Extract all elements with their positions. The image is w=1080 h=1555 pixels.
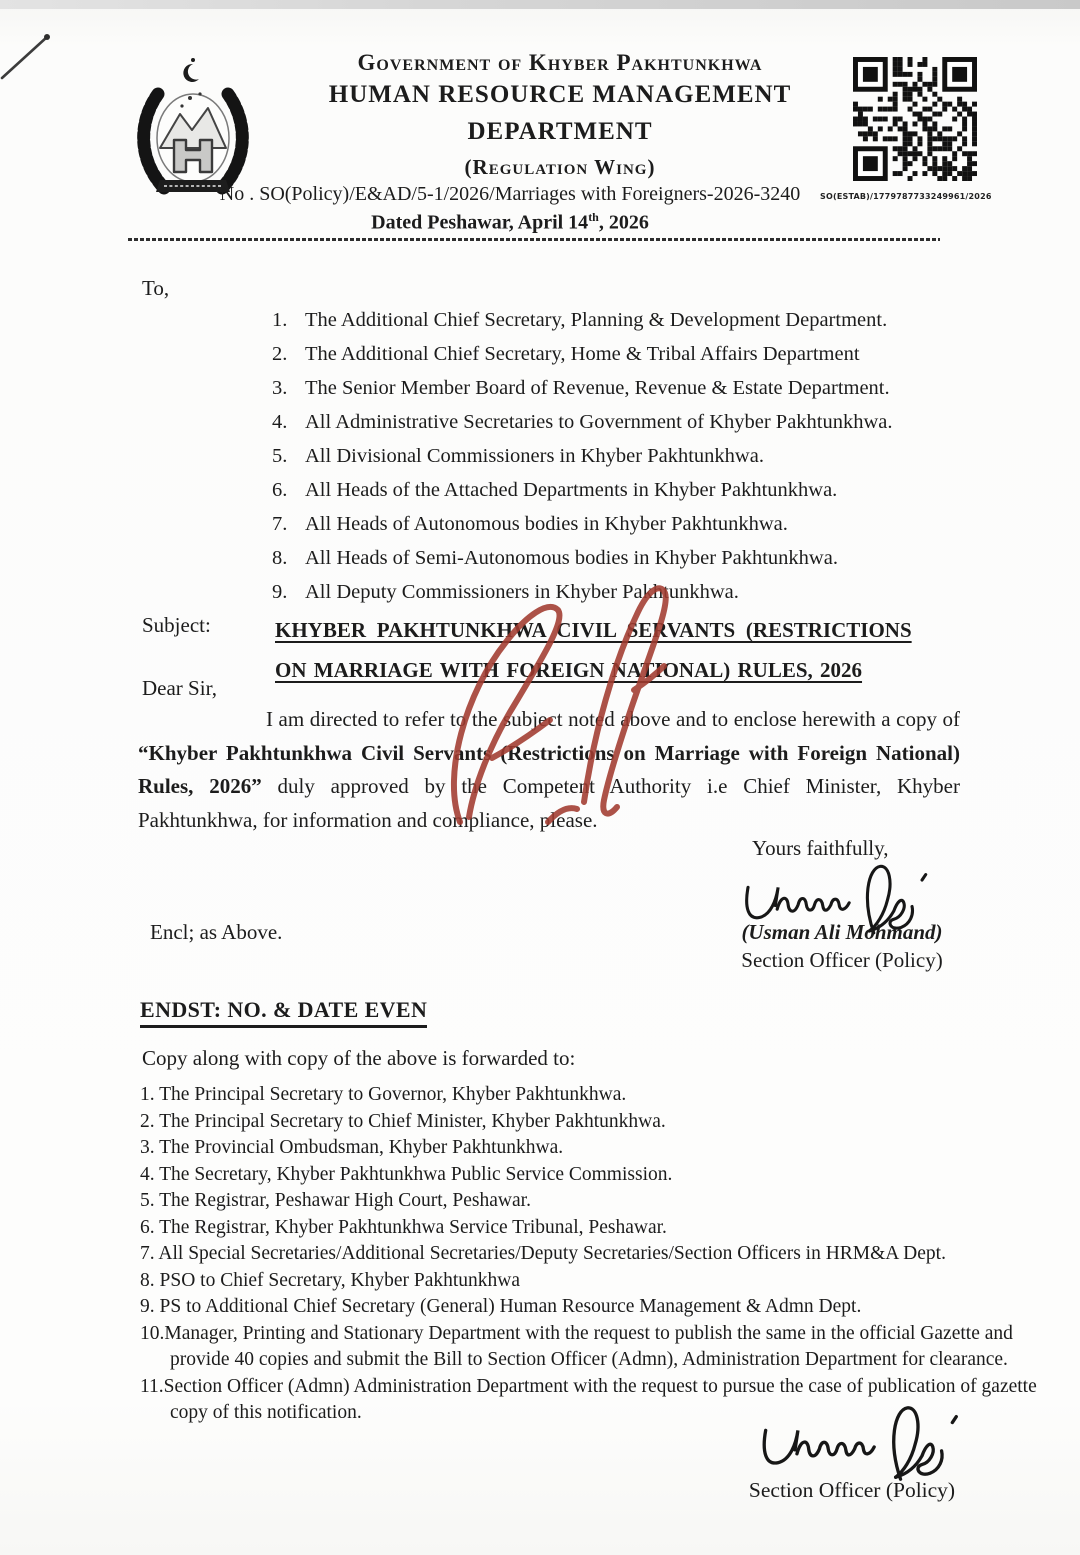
copy-item: 10.Manager, Printing and Stationary Department with the request to publish the same in the official Gazette and provide 40 copies and submit the Bill to Section Officer (Admn), Administration Department for clearance. bbox=[140, 1322, 1013, 1370]
addressee-item bbox=[272, 405, 972, 439]
addressee-number: 3. bbox=[272, 377, 288, 399]
copy-item: 6. The Registrar, Khyber Pakhtunkhwa Service Tribunal, Peshawar. bbox=[140, 1216, 667, 1238]
date-line: Dated Peshawar, April 14th, 2026 bbox=[371, 210, 649, 234]
qr-code-icon bbox=[853, 57, 977, 181]
gov-title: Government of Khyber Pakhtunkhwa bbox=[357, 50, 763, 75]
addressee-item bbox=[272, 541, 972, 575]
dept-title-line2: DEPARTMENT bbox=[467, 118, 653, 145]
wing-title: (Regulation Wing) bbox=[464, 155, 656, 179]
salutation: Dear Sir, bbox=[142, 676, 217, 700]
addressee-number: 6. bbox=[272, 479, 288, 501]
forward-line: Copy along with copy of the above is forwarded to: bbox=[142, 1046, 576, 1070]
addressee-text: All Divisional Commissioners in Khyber Pakhtunkhwa. bbox=[305, 445, 764, 467]
copy-item: 11.Section Officer (Admn) Administration Department with the request to pursue the case of publication of gazette copy of this notification. bbox=[140, 1375, 1037, 1423]
to-label: To, bbox=[142, 276, 170, 300]
dotted-divider bbox=[128, 238, 940, 241]
copy-item: 2. The Principal Secretary to Chief Minister, Khyber Pakhtunkhwa. bbox=[140, 1110, 666, 1132]
signature-usman-ali-bottom bbox=[752, 1400, 967, 1490]
subject-text: KHYBER PAKHTUNKHWA CIVIL SERVANTS (RESTRICTIONS ON MARRIAGE WITH FOREIGN NATIONAL) RULES, 2026 bbox=[275, 618, 912, 682]
subject-label: Subject: bbox=[142, 613, 211, 637]
addressee-number: 8. bbox=[272, 547, 288, 569]
addressee-item bbox=[272, 473, 972, 507]
addressee-item bbox=[272, 439, 972, 473]
addressee-number: 5. bbox=[272, 445, 288, 467]
addressee-item bbox=[272, 507, 972, 541]
addressee-item bbox=[272, 371, 972, 405]
addressee-number: 9. bbox=[272, 581, 288, 603]
addressee-item bbox=[272, 575, 972, 609]
addressee-number: 7. bbox=[272, 513, 288, 535]
addressee-number: 4. bbox=[272, 411, 288, 433]
copy-item: 4. The Secretary, Khyber Pakhtunkhwa Public Service Commission. bbox=[140, 1163, 673, 1185]
addressee-item bbox=[272, 337, 972, 371]
signer-title: Section Officer (Policy) bbox=[741, 948, 943, 972]
addressee-text: All Heads of the Attached Departments in Khyber Pakhtunkhwa. bbox=[305, 479, 838, 501]
copy-item: 5. The Registrar, Peshawar High Court, Peshawar. bbox=[140, 1190, 531, 1211]
valediction: Yours faithfully, bbox=[752, 836, 889, 860]
addressee-item bbox=[272, 303, 972, 337]
copy-item: 9. PS to Additional Chief Secretary (General) Human Resource Management & Admn Dept. bbox=[140, 1296, 862, 1317]
scan-edge-artifact bbox=[0, 0, 1080, 9]
addressee-text: The Additional Chief Secretary, Planning & Development Department. bbox=[305, 309, 888, 331]
addressee-text: All Deputy Commissioners in Khyber Pakhtunkhwa. bbox=[305, 581, 739, 603]
addressee-text: The Additional Chief Secretary, Home & Tribal Affairs Department bbox=[305, 343, 860, 365]
copy-item: 7. All Special Secretaries/Additional Secretaries/Deputy Secretaries/Section Officers in HRM&A Dept. bbox=[140, 1243, 946, 1264]
dept-title-line1: HUMAN RESOURCE MANAGEMENT bbox=[328, 81, 792, 108]
copy-item: 8. PSO to Chief Secretary, Khyber Pakhtunkhwa bbox=[140, 1269, 521, 1291]
addressee-text: The Senior Member Board of Revenue, Revenue & Estate Department. bbox=[305, 377, 890, 399]
addressee-number: 1. bbox=[272, 309, 288, 331]
qr-caption: SO(ESTAB)/1779787733249961/2026 bbox=[820, 192, 992, 201]
pen-mark bbox=[0, 28, 62, 84]
signer-name: (Usman Ali Mohmand) bbox=[741, 920, 943, 944]
reference-number: No . SO(Policy)/E&AD/5-1/2026/Marriages with Foreigners-2026-3240 bbox=[219, 183, 801, 205]
endst-heading: ENDST: NO. & DATE EVEN bbox=[140, 997, 427, 1028]
addressee-text: All Heads of Autonomous bodies in Khyber Pakhtunkhwa. bbox=[305, 513, 788, 535]
copy-distribution-list bbox=[140, 1082, 1040, 1427]
addressee-number: 2. bbox=[272, 343, 288, 365]
addressee-text: All Administrative Secretaries to Government of Khyber Pakhtunkhwa. bbox=[305, 411, 893, 433]
kp-government-emblem-icon bbox=[130, 56, 256, 204]
addressee-text: All Heads of Semi-Autonomous bodies in Khyber Pakhtunkhwa. bbox=[305, 547, 838, 569]
copy-item: 3. The Provincial Ombudsman, Khyber Pakhtunkhwa. bbox=[140, 1137, 564, 1158]
bottom-signer-title: Section Officer (Policy) bbox=[748, 1478, 956, 1502]
copy-item: 1. The Principal Secretary to Governor, Khyber Pakhtunkhwa. bbox=[140, 1084, 627, 1105]
body-paragraph: I am directed to refer to the subject noted above and to enclose herewith a copy of “Khyber Pakhtunkhwa Civil Servants (Restrictions on Marriage with Foreign National) Rules, 2026” duly approved by the Competent Authority i.e Chief Minister, Khyber Pakhtunkhwa, for information and compliance, please. bbox=[138, 707, 960, 832]
addressee-list bbox=[272, 303, 972, 609]
enclosure-note: Encl; as Above. bbox=[150, 920, 283, 944]
